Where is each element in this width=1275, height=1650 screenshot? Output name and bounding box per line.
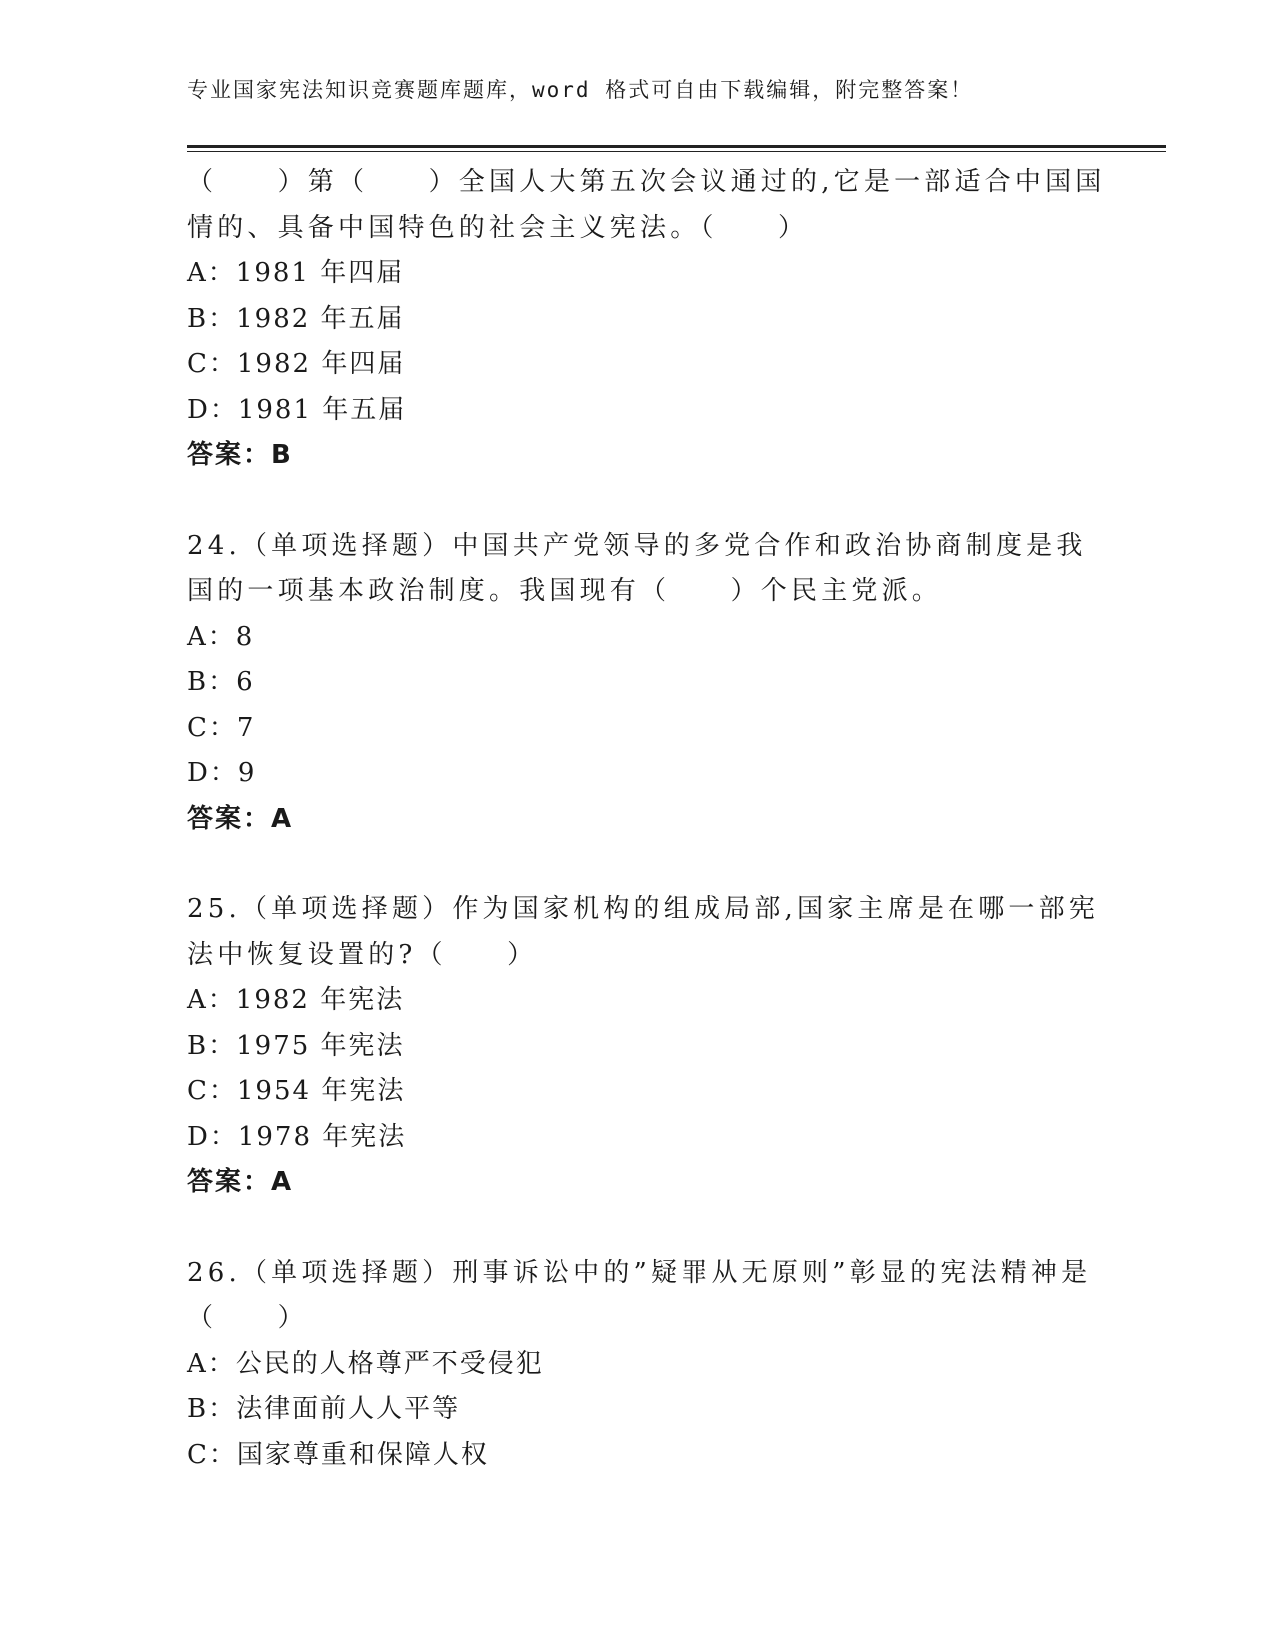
option-c: C：国家尊重和保障人权 — [187, 1439, 489, 1470]
page-header: 专业国家宪法知识竞赛题库题库，word 格式可自由下载编辑，附完整答案！ — [187, 78, 974, 102]
question-text: 24.（单项选择题）中国共产党领导的多党合作和政治协商制度是我国的一项基本政治制度。我国现有（ ）个民主党派。 — [187, 530, 1087, 606]
answer: 答案：A — [187, 1167, 294, 1197]
option-d: D：1978 年宪法 — [187, 1121, 407, 1152]
option-b: B：1975 年宪法 — [187, 1030, 405, 1061]
option-a: A：1981 年四届 — [187, 258, 405, 288]
question-text: 26.（单项选择题）刑事诉讼中的”疑罪从无原则”彰显的宪法精神是（ ） — [187, 1257, 1092, 1333]
question-block — [187, 160, 1107, 479]
option-d: D：1981 年五届 — [187, 394, 407, 425]
option-b: B：法律面前人人平等 — [187, 1394, 461, 1424]
option-d: D：9 — [187, 758, 257, 788]
question-block — [187, 887, 1107, 1206]
question-list — [187, 160, 1107, 1478]
question-block — [187, 524, 1107, 843]
option-c: C：1982 年四届 — [187, 349, 406, 379]
option-a: A：1982 年宪法 — [187, 985, 405, 1015]
option-b: B：1982 年五届 — [187, 303, 405, 334]
option-c: C：1954 年宪法 — [187, 1076, 406, 1106]
answer: 答案：A — [187, 803, 294, 834]
header-rule-thin — [187, 151, 1166, 152]
question-text: （ ）第（ ）全国人大第五次会议通过的,它是一部适合中国国情的、具备中国特色的社会主义宪法。（ ） — [187, 167, 1106, 243]
option-a: A：公民的人格尊严不受侵犯 — [187, 1348, 544, 1379]
header-rule-thick — [187, 145, 1166, 148]
option-b: B：6 — [187, 667, 255, 697]
answer: 答案：B — [187, 440, 293, 470]
option-a: A：8 — [187, 621, 255, 652]
option-c: C：7 — [187, 712, 256, 743]
question-text: 25.（单项选择题）作为国家机构的组成局部,国家主席是在哪一部宪法中恢复设置的?（ ） — [187, 894, 1100, 970]
question-block — [187, 1251, 1107, 1479]
